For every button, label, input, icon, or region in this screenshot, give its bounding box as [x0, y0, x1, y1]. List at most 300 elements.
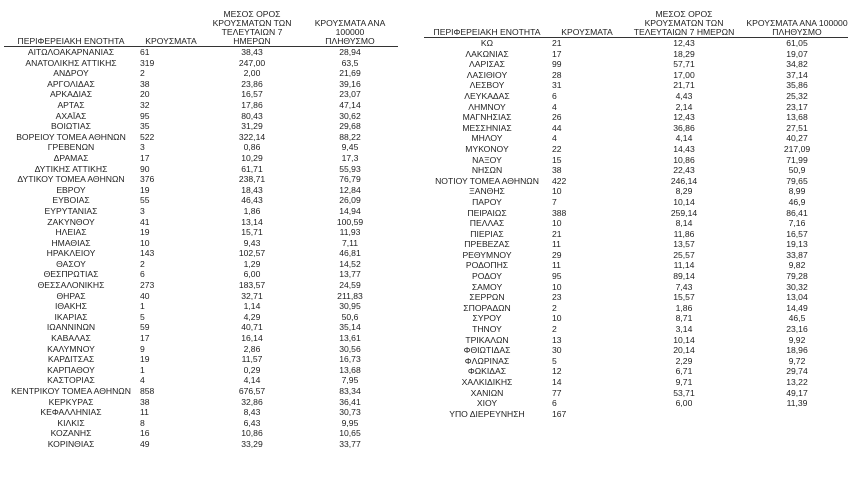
- cases-value: 11: [552, 239, 561, 250]
- avg-7day-value: 18,29: [673, 48, 695, 59]
- region-name: ΡΕΘΥΜΝΟΥ: [462, 249, 512, 260]
- table-row: [424, 80, 848, 91]
- avg-7day-value: 2,29: [675, 355, 693, 366]
- region-name: ΚΑΒΑΛΑΣ: [51, 333, 91, 344]
- table-row: [424, 324, 848, 335]
- per-100k-value: 36,41: [339, 396, 361, 407]
- region-name: ΑΡΓΟΛΙΔΑΣ: [47, 78, 95, 89]
- table-row: [424, 271, 848, 282]
- cases-value: 61: [140, 47, 150, 57]
- table-row: [424, 409, 848, 420]
- per-100k-value: 13,77: [339, 269, 361, 280]
- region-name: ΚΑΣΤΟΡΙΑΣ: [47, 375, 95, 386]
- regions-table-left: [4, 10, 398, 450]
- avg-header-line1: ΜΕΣΟΣ ΟΡΟΣ: [223, 10, 281, 19]
- region-name: ΚΟΖΑΝΗΣ: [50, 428, 92, 439]
- table-row: [424, 70, 848, 81]
- cases-value: 17: [140, 152, 150, 163]
- region-name: ΙΩΑΝΝΙΝΩΝ: [46, 322, 96, 333]
- avg-7day-value: 25,57: [673, 249, 695, 260]
- per-100k-value: 79,65: [786, 175, 808, 186]
- per-100k-value: 16,57: [786, 228, 808, 239]
- table-row: [4, 174, 398, 185]
- region-name: ΠΙΕΡΙΑΣ: [470, 228, 504, 239]
- cases-value: 143: [140, 248, 155, 259]
- per-100k-value: 63,5: [341, 57, 359, 68]
- region-name: ΑΝΔΡΟΥ: [53, 68, 89, 79]
- avg-7day-value: 247,00: [238, 57, 266, 68]
- per-100k-value: 86,41: [786, 207, 808, 218]
- cases-value: 2: [140, 258, 145, 269]
- region-name: ΠΕΛΛΑΣ: [469, 218, 505, 229]
- table-row: [424, 112, 848, 123]
- per-100k-value: 11,39: [786, 398, 808, 409]
- table-row: [4, 322, 398, 333]
- cases-value: 167: [552, 408, 567, 419]
- cases-value: 13: [552, 334, 562, 345]
- avg-7day-value: 6,00: [675, 398, 693, 409]
- region-name: ΧΑΝΙΩΝ: [470, 387, 504, 398]
- cases-value: 19: [140, 184, 150, 195]
- table-row: [4, 397, 398, 408]
- cases-value: 40: [140, 290, 150, 301]
- cases-value: 4: [552, 133, 557, 144]
- avg-7day-value: 10,86: [241, 428, 263, 439]
- cases-value: 6: [552, 398, 557, 409]
- cases-value: 44: [552, 122, 562, 133]
- table-row: [4, 248, 398, 259]
- table-row: [424, 49, 848, 60]
- region-name: ΣΕΡΡΩΝ: [469, 292, 505, 303]
- avg-7day-value: 9,71: [675, 377, 693, 387]
- region-name: ΣΥΡΟΥ: [472, 313, 502, 324]
- table-row: [4, 269, 398, 280]
- region-name: ΕΥΡΥΤΑΝΙΑΣ: [44, 205, 98, 216]
- region-name: ΡΟΔΟΥ: [472, 271, 502, 282]
- table-row: [424, 155, 848, 166]
- avg-7day-value: 13,57: [673, 239, 695, 250]
- avg-7day-value: 53,71: [673, 387, 695, 398]
- cases-value: 95: [140, 110, 150, 121]
- avg-7day-value: 36,86: [673, 122, 695, 133]
- avg-7day-value: 89,14: [673, 271, 695, 282]
- region-name: ΚΕΦΑΛΛΗΝΙΑΣ: [40, 407, 102, 418]
- avg-7day-value: 11,14: [673, 260, 695, 271]
- avg-header-line3: ΤΕΛΕΥΤΑΙΩΝ 7 ΗΜΕΡΩΝ: [633, 27, 735, 37]
- avg-7day-value: 322,14: [238, 131, 266, 142]
- per-100k-value: 23,17: [786, 101, 808, 112]
- cases-value: 41: [140, 216, 150, 227]
- region-name: ΠΕΙΡΑΙΩΣ: [467, 207, 507, 218]
- region-name: ΛΕΣΒΟΥ: [469, 80, 505, 91]
- avg-7day-value: 17,00: [673, 69, 695, 80]
- cases-value: 1: [140, 301, 145, 312]
- per-100k-value: 21,69: [339, 68, 361, 79]
- avg-7day-value: 31,29: [241, 121, 263, 132]
- avg-7day-value: 11,86: [673, 228, 695, 239]
- avg-7day-value: 238,71: [238, 174, 266, 185]
- table-row: [4, 291, 398, 302]
- per-100k-value: 30,32: [786, 281, 808, 292]
- avg-7day-value: 18,43: [241, 184, 263, 195]
- region-name: ΛΑΣΙΘΙΟΥ: [466, 69, 508, 80]
- table-row: [4, 428, 398, 439]
- cases-value: 29: [552, 249, 562, 260]
- cases-value: 3: [140, 205, 145, 216]
- cases-value: 35: [140, 121, 150, 132]
- avg-7day-value: 61,71: [241, 163, 263, 174]
- per-100k-value: 100,59: [336, 216, 364, 227]
- cases-value: 21: [552, 38, 562, 48]
- table-row: [4, 227, 398, 238]
- avg-7day-value: 8,14: [675, 218, 693, 229]
- avg-7day-value: [622, 409, 746, 420]
- cases-value: 32: [140, 99, 150, 110]
- table-row: [424, 377, 848, 388]
- per-100k-value: 50,6: [341, 311, 359, 322]
- cases-value: 77: [552, 387, 562, 398]
- cases-value: 23: [552, 292, 562, 303]
- table-row: [424, 366, 848, 377]
- cases-header: ΚΡΟΥΣΜΑΤΑ: [550, 10, 622, 38]
- table-row: [424, 239, 848, 250]
- region-name: ΚΑΡΔΙΤΣΑΣ: [47, 354, 95, 365]
- avg-7day-value: 3,14: [675, 324, 693, 335]
- avg-7day-value: 2,14: [675, 101, 693, 112]
- table-row: [4, 111, 398, 122]
- region-name: ΦΩΚΙΔΑΣ: [467, 366, 507, 377]
- region-name: ΚΑΡΠΑΘΟΥ: [47, 364, 95, 375]
- per-100k-value: 7,95: [341, 375, 359, 386]
- avg-7day-header: [202, 10, 302, 47]
- table-row: [4, 259, 398, 270]
- per-100k-value: 40,27: [786, 133, 808, 144]
- per-100k-value: 11,93: [339, 227, 361, 238]
- cases-value: 55: [140, 195, 150, 206]
- avg-7day-value: 33,29: [241, 438, 263, 449]
- region-name: ΕΥΒΟΙΑΣ: [52, 195, 90, 206]
- cases-value: 388: [552, 207, 567, 218]
- region-name: ΒΟΡΕΙΟΥ ΤΟΜΕΑ ΑΘΗΝΩΝ: [16, 131, 126, 142]
- avg-7day-value: 6,71: [675, 366, 693, 377]
- cases-value: 10: [140, 237, 150, 248]
- per-100k-value: 14,52: [339, 258, 361, 269]
- per-100k-value: 9,45: [341, 142, 359, 153]
- table-row: [4, 301, 398, 312]
- region-name: ΑΝΑΤΟΛΙΚΗΣ ΑΤΤΙΚΗΣ: [25, 57, 117, 68]
- cases-value: 31: [552, 80, 562, 91]
- cases-value: 319: [140, 57, 155, 68]
- per-100k-value: 35,14: [339, 322, 361, 333]
- table-row: [424, 229, 848, 240]
- per-100k-value: 211,83: [337, 290, 363, 301]
- table-row: [4, 375, 398, 386]
- regions-table-right: [424, 10, 848, 419]
- cases-value: 10: [552, 218, 562, 229]
- cases-value: 15: [552, 154, 562, 165]
- per-100k-value: 26,09: [339, 195, 361, 206]
- avg-7day-value: 20,14: [673, 345, 695, 356]
- per-100k-value: 50,9: [788, 165, 806, 176]
- per-100k-value: 46,9: [788, 196, 806, 207]
- per-100k-value: 9,95: [341, 417, 359, 428]
- per-100k-value: [746, 409, 848, 420]
- cases-value: 30: [552, 345, 562, 356]
- table-row: [424, 197, 848, 208]
- per-100k-value: 12,84: [339, 184, 361, 195]
- region-name: ΚΩ: [480, 38, 494, 48]
- avg-7day-value: 4,14: [675, 133, 693, 144]
- per-100k-value: 55,93: [339, 163, 361, 174]
- per-100k-value: 30,73: [339, 407, 361, 418]
- cases-value: 19: [140, 354, 150, 365]
- table-row: [4, 354, 398, 365]
- table-row: [424, 186, 848, 197]
- per-100k-value: 17,3: [341, 152, 359, 163]
- avg-7day-value: 246,14: [670, 175, 698, 186]
- region-name: ΖΑΚΥΝΘΟΥ: [47, 216, 95, 227]
- cases-value: 21: [552, 228, 562, 239]
- table-row: [4, 365, 398, 376]
- cases-value: 38: [552, 165, 562, 176]
- per-100k-value: 28,94: [339, 47, 361, 57]
- cases-value: 12: [552, 366, 562, 377]
- region-name: ΗΜΑΘΙΑΣ: [51, 237, 91, 248]
- avg-7day-value: 259,14: [670, 207, 698, 218]
- cases-value: 11: [552, 260, 561, 271]
- per-header-line1: ΚΡΟΥΣΜΑΤΑ ΑΝΑ 100000: [746, 18, 848, 28]
- per-100k-value: 25,32: [786, 90, 808, 101]
- region-name: ΤΡΙΚΑΛΩΝ: [465, 334, 509, 345]
- cases-value: 28: [552, 69, 562, 80]
- table-row: [4, 386, 398, 397]
- table-row: [4, 280, 398, 291]
- table-row: [424, 144, 848, 155]
- avg-7day-value: 1,29: [243, 258, 261, 269]
- region-name: ΠΑΡΟΥ: [472, 196, 502, 207]
- table-row: [424, 208, 848, 219]
- per-100k-value: 30,95: [339, 301, 361, 312]
- avg-7day-value: 17,86: [241, 99, 263, 110]
- per-100k-value: 9,92: [788, 334, 806, 345]
- cases-value: 17: [552, 48, 562, 59]
- cases-value: 10: [552, 186, 562, 197]
- per-header-line2: ΠΛΗΘΥΣΜΟ: [325, 36, 375, 46]
- region-name: ΔΥΤΙΚΗΣ ΑΤΤΙΚΗΣ: [34, 163, 108, 174]
- region-name: ΔΥΤΙΚΟΥ ΤΟΜΕΑ ΑΘΗΝΩΝ: [17, 174, 125, 185]
- cases-value: 20: [140, 89, 150, 100]
- region-name: ΛΕΥΚΑΔΑΣ: [464, 90, 510, 101]
- per-100k-value: 8,99: [788, 186, 806, 197]
- cases-value: 95: [552, 271, 562, 282]
- cases-value: 273: [140, 280, 155, 291]
- cases-value: 8: [140, 417, 145, 428]
- table-row: [4, 47, 398, 58]
- cases-value: 38: [140, 78, 150, 89]
- table-row: [424, 123, 848, 134]
- cases-value: 99: [552, 59, 562, 70]
- avg-7day-value: 8,71: [675, 313, 693, 324]
- region-name: ΑΡΚΑΔΙΑΣ: [49, 89, 93, 100]
- avg-7day-value: 16,57: [241, 89, 263, 100]
- cases-value: 22: [552, 143, 562, 154]
- avg-7day-value: 57,71: [673, 59, 695, 70]
- avg-7day-value: 9,43: [243, 237, 261, 248]
- cases-value: 19: [140, 227, 150, 238]
- avg-7day-value: 10,14: [673, 196, 695, 207]
- avg-7day-value: 8,43: [243, 407, 261, 418]
- region-name: ΧΙΟΥ: [476, 398, 498, 409]
- per-100k-value: 71,99: [786, 154, 808, 165]
- avg-7day-value: 102,57: [238, 248, 266, 259]
- region-name: ΥΠΟ ΔΙΕΡΕΥΝΗΣΗ: [449, 408, 525, 419]
- region-name: ΔΡΑΜΑΣ: [53, 152, 89, 163]
- region-name: ΣΠΟΡΑΔΩΝ: [463, 302, 511, 313]
- per-100k-value: 46,81: [339, 248, 361, 259]
- per-100k-value: 217,09: [783, 143, 811, 154]
- per-100k-value: 14,49: [786, 302, 808, 313]
- avg-7day-value: 4,14: [243, 375, 261, 386]
- per-100k-value: 24,59: [339, 280, 361, 291]
- cases-value: 858: [140, 386, 155, 396]
- avg-7day-value: 22,43: [673, 165, 695, 176]
- region-name: ΗΛΕΙΑΣ: [55, 227, 87, 238]
- per-100k-value: 35,86: [786, 80, 808, 91]
- per-100k-value: 19,07: [786, 48, 808, 59]
- per-100k-value: 13,61: [339, 333, 361, 344]
- per-100k-value: 14,94: [339, 205, 361, 216]
- avg-7day-value: 0,29: [243, 364, 261, 375]
- cases-value: 1: [140, 364, 145, 375]
- cases-value: 2: [140, 68, 145, 79]
- avg-7day-value: 8,29: [675, 186, 693, 197]
- table-row: [424, 165, 848, 176]
- avg-7day-value: 23,86: [241, 78, 263, 89]
- cases-value: 9: [140, 343, 145, 354]
- per-100k-value: 37,14: [786, 69, 808, 80]
- region-name: ΣΑΜΟΥ: [471, 281, 503, 292]
- table-row: [4, 407, 398, 418]
- avg-7day-value: 15,57: [673, 292, 695, 303]
- per-100k-value: 61,05: [786, 38, 808, 48]
- per-100k-value: 13,04: [786, 292, 808, 303]
- region-name: ΦΛΩΡΙΝΑΣ: [464, 355, 510, 366]
- per-100k-value: 18,96: [786, 345, 808, 356]
- per-header-line2: ΠΛΗΘΥΣΜΟ: [772, 27, 822, 37]
- region-name: ΝΟΤΙΟΥ ΤΟΜΕΑ ΑΘΗΝΩΝ: [435, 175, 539, 186]
- region-name: ΛΗΜΝΟΥ: [468, 101, 506, 112]
- cases-value: 2: [552, 302, 557, 313]
- region-name: ΧΑΛΚΙΔΙΚΗΣ: [461, 377, 513, 387]
- table-row: [424, 133, 848, 144]
- region-name: ΘΕΣΠΡΩΤΙΑΣ: [43, 269, 99, 280]
- avg-7day-value: 6,43: [243, 417, 261, 428]
- per-header-line1: ΚΡΟΥΣΜΑΤΑ ΑΝΑ 100000: [314, 18, 386, 37]
- table-row: [424, 38, 848, 49]
- region-name: ΚΕΝΤΡΙΚΟΥ ΤΟΜΕΑ ΑΘΗΝΩΝ: [11, 386, 131, 396]
- table-row: [4, 217, 398, 228]
- table-row: [4, 121, 398, 132]
- table-row: [4, 312, 398, 323]
- regions-body-left: [4, 47, 398, 450]
- region-name: ΜΗΛΟΥ: [471, 133, 503, 144]
- region-name: ΚΕΡΚΥΡΑΣ: [48, 396, 94, 407]
- table-row: [4, 58, 398, 69]
- table-row: [4, 164, 398, 175]
- per-100k-value: 7,16: [788, 218, 806, 229]
- region-name: ΚΙΛΚΙΣ: [57, 417, 85, 428]
- table-row: [4, 333, 398, 344]
- region-name: ΝΑΞΟΥ: [472, 154, 502, 165]
- avg-7day-value: 6,00: [243, 269, 261, 280]
- per-100k-value: 30,62: [339, 110, 361, 121]
- region-name: ΝΗΣΩΝ: [471, 165, 503, 176]
- cases-value: 422: [552, 175, 567, 186]
- cases-value: 6: [552, 90, 557, 101]
- cases-value: 376: [140, 174, 155, 185]
- avg-7day-value: 4,43: [675, 90, 693, 101]
- avg-7day-value: 46,43: [241, 195, 263, 206]
- per-100k-value: 76,79: [339, 174, 361, 185]
- per-100k-value: 13,68: [786, 112, 808, 123]
- cases-value: 16: [140, 428, 150, 439]
- table-row: [424, 102, 848, 113]
- per-100k-value: 27,51: [786, 122, 808, 133]
- avg-7day-value: 2,00: [243, 68, 261, 79]
- avg-7day-value: 676,57: [238, 386, 266, 396]
- region-name: ΜΕΣΣΗΝΙΑΣ: [462, 122, 512, 133]
- per-100k-value: 23,16: [786, 324, 808, 335]
- per-100k-value: 19,13: [786, 239, 808, 250]
- table-row: [424, 335, 848, 346]
- table-row: [4, 79, 398, 90]
- regions-body-right: [424, 38, 848, 420]
- cases-header: ΚΡΟΥΣΜΑΤΑ: [138, 10, 202, 47]
- cases-value: 4: [140, 375, 145, 386]
- table-row: [4, 100, 398, 111]
- region-name: ΙΚΑΡΙΑΣ: [54, 311, 88, 322]
- per-100k-value: 88,22: [339, 131, 361, 142]
- per-100k-header: [302, 10, 398, 47]
- avg-7day-value: 7,43: [675, 281, 693, 292]
- cases-value: 10: [552, 281, 562, 292]
- avg-7day-header: [622, 10, 746, 38]
- region-header: ΠΕΡΙΦΕΡΕΙΑΚΗ ΕΝΟΤΗΤΑ: [4, 10, 138, 47]
- per-100k-value: 47,14: [339, 99, 361, 110]
- cases-value: 26: [552, 112, 562, 123]
- region-name: ΘΑΣΟΥ: [56, 258, 86, 269]
- per-100k-value: 16,73: [339, 354, 361, 365]
- table-row: [424, 345, 848, 356]
- table-row: [424, 218, 848, 229]
- avg-7day-value: 40,71: [241, 322, 263, 333]
- table-row: [4, 238, 398, 249]
- region-name: ΑΡΤΑΣ: [57, 99, 85, 110]
- avg-7day-value: 0,86: [243, 142, 261, 153]
- table-row: [424, 260, 848, 271]
- cases-value: 59: [140, 322, 150, 333]
- per-100k-value: 83,34: [339, 386, 361, 396]
- cases-value: 2: [552, 324, 557, 335]
- table-row: [424, 388, 848, 399]
- per-100k-value: 33,77: [339, 438, 361, 449]
- cases-value: 6: [140, 269, 145, 280]
- header-row: [4, 10, 398, 47]
- cases-value: 14: [552, 377, 562, 387]
- cases-value: 10: [552, 313, 562, 324]
- cases-value: 3: [140, 142, 145, 153]
- table-row: [424, 356, 848, 367]
